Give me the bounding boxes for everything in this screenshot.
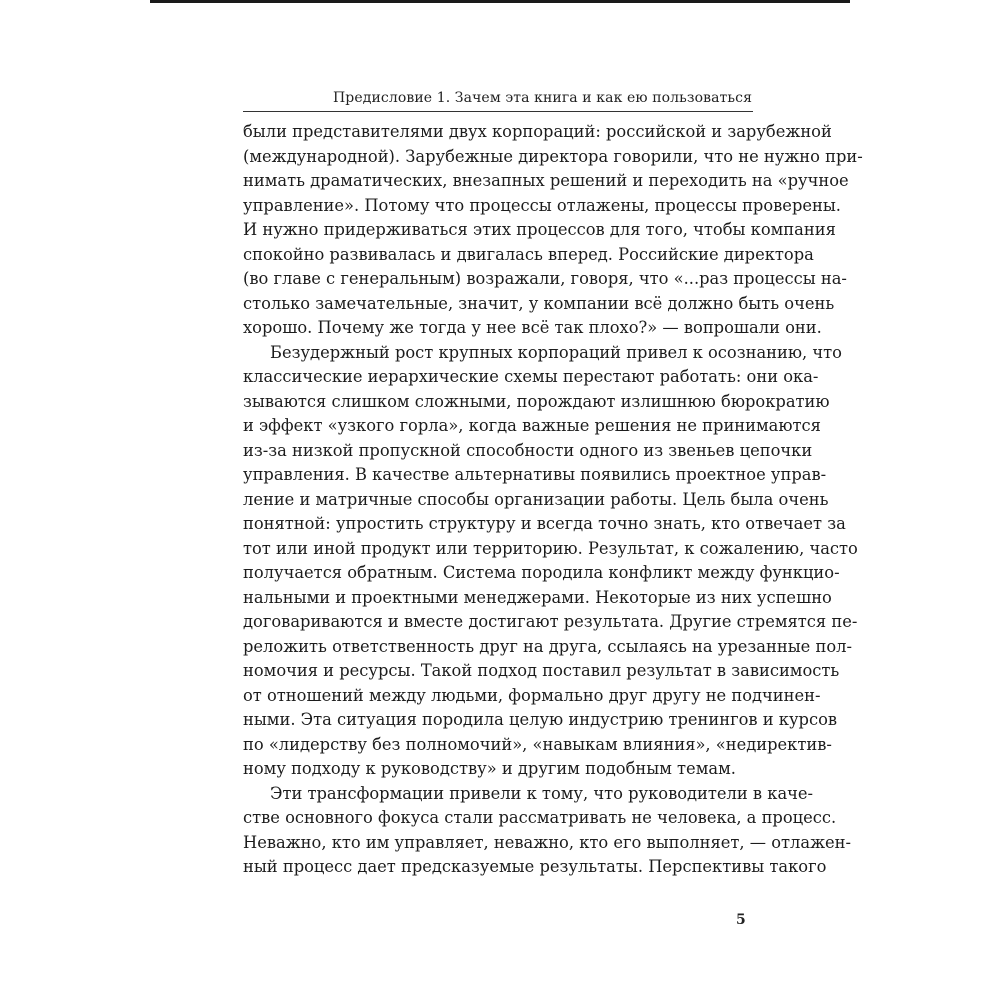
text-line: договариваются и вместе достигают результата. Другие стремятся пе- [243,612,858,631]
text-line: ному подходу к руководству» и другим подобным темам. [243,759,736,778]
text-line: ными. Эта ситуация породила целую индустрию тренингов и курсов [243,710,838,729]
text-line: по «лидерству без полномочий», «навыкам влияния», «недиректив- [243,734,832,754]
running-head-rule [243,111,753,112]
text-line: получается обратным. Система породила конфликт между функцио- [243,563,840,582]
text-line: номочия и ресурсы. Такой подход поставил результат в зависимость [243,661,840,680]
text-line: классические иерархические схемы перестают работать: они ока- [243,367,819,386]
text-line: зываются слишком сложными, порождают излишнюю бюрократию [243,391,830,411]
text-line: от отношений между людьми, формально друг другу не подчинен- [243,685,821,705]
text-line: спокойно развивалась и двигалась вперед. Российские директора [243,244,814,264]
text-line: Неважно, кто им управляет, неважно, кто его выполняет, — отлажен- [243,832,852,852]
text-line: управление». Потому что процессы отлажены, процессы проверены. [243,195,841,215]
text-line: И нужно придерживаться этих процессов для того, чтобы компания [243,220,836,239]
text-line: ный процесс дает предсказуемые результаты. Перспективы такого [243,857,827,876]
text-line: управления. В качестве альтернативы появились проектное управ- [243,465,827,484]
running-head: Предисловие 1. Зачем эта книга и как ею пользоваться [332,90,752,106]
text-line: хорошо. Почему же тогда у нее всё так плохо?» — вопрошали они. [243,318,822,337]
text-line: из-за низкой пропускной способности одного из звеньев цепочки [243,440,813,460]
text-line: ление и матричные способы организации работы. Цель была очень [243,489,829,509]
text-line: были представителями двух корпораций: российской и зарубежной [243,122,832,141]
text-line: нимать драматических, внезапных решений и переходить на «ручное [243,171,849,190]
text-line: и эффект «узкого горла», когда важные решения не принимаются [243,416,821,435]
text-line: тот или иной продукт или территорию. Результат, к сожалению, часто [243,538,858,558]
text-line: Эти трансформации привели к тому, что руководители в каче- [270,783,814,803]
text-line: реложить ответственность друг на друга, ссылаясь на урезанные пол- [243,636,852,656]
text-line: Безудержный рост крупных корпораций привел к осознанию, что [270,342,842,362]
text-line: понятной: упростить структуру и всегда точно знать, кто отвечает за [243,514,846,533]
text-line: стве основного фокуса стали рассматривать не человека, а процесс. [243,808,837,827]
text-line: нальными и проектными менеджерами. Некоторые из них успешно [243,587,832,607]
page-number: 5 [736,912,746,928]
text-line: (во главе с генеральным) возражали, говоря, что «...раз процессы на- [243,269,847,288]
text-line: (международной). Зарубежные директора говорили, что не нужно при- [243,146,863,166]
text-line: столько замечательные, значит, у компании всё должно быть очень [243,293,835,313]
body-text [243,120,863,880]
top-border-rule [150,0,850,3]
